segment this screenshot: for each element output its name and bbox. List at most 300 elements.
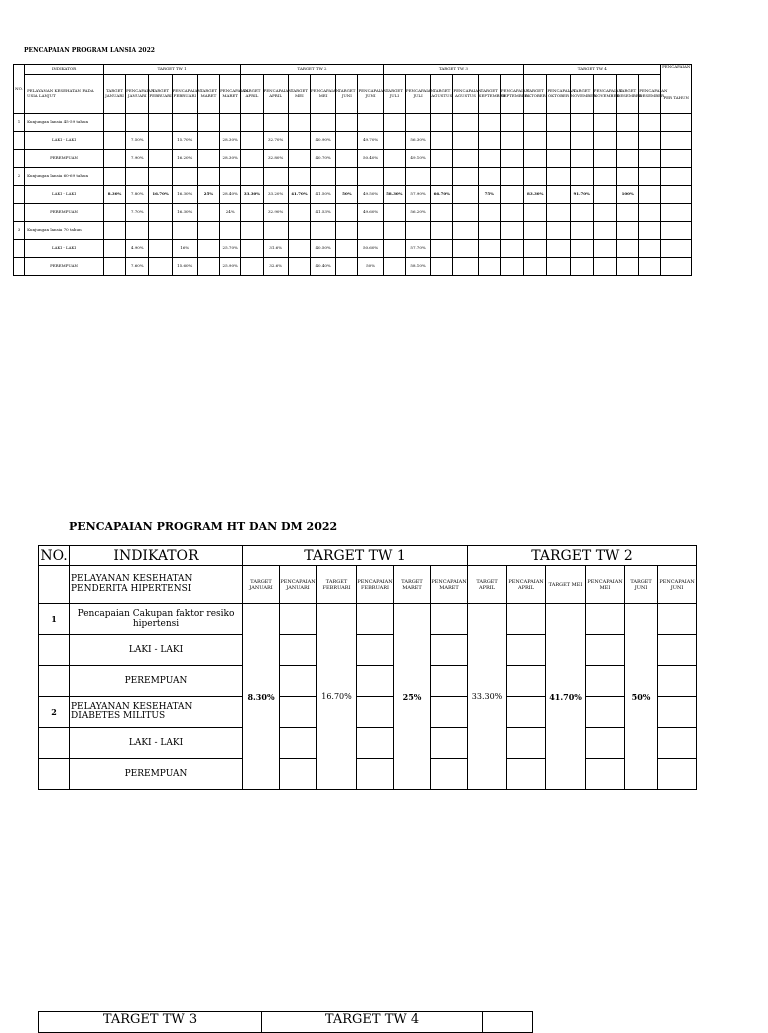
pencapaian-value: 24% [220,204,241,222]
month-header: PENCAPAIAN MARET [431,566,468,604]
empty-cell [639,168,661,186]
empty-cell [593,204,616,222]
month-header: TARGET FEBRUARI [149,75,172,114]
pencapaian-cell [658,666,697,697]
target-value: 58.30% [383,186,405,204]
row-laki [39,728,697,759]
empty-cell [547,132,570,150]
pencapaian-value: 33.20% [263,186,288,204]
pencapaian-cell [280,728,317,759]
empty-cell [103,258,125,276]
empty-cell [383,114,405,132]
pencapaian-cell [431,759,468,790]
tw1-header: TARGET TW 1 [243,546,468,566]
empty-cell [661,204,692,222]
pencapaian-value: 32.70% [263,132,288,150]
empty-cell [593,186,616,204]
pencapaian-value: 50.60% [358,240,383,258]
pencapaian-value: 58.10% [405,258,430,276]
pencapaian-value: 57.70% [405,240,430,258]
row-perempuan [39,759,697,790]
pencapaian-cell [658,635,697,666]
row-laki [39,635,697,666]
subheader-indikator: PELAYANAN KESEHATAN PENDERITA HIPERTENSI [70,566,243,604]
empty-cell [661,240,692,258]
pencapaian-cell [357,666,394,697]
empty-cell [431,114,453,132]
empty-cell [453,258,478,276]
pencapaian-cell [586,759,625,790]
pencapaian-cell [658,697,697,728]
perempuan-row [14,150,692,168]
empty-cell [478,132,500,150]
empty-cell [547,168,570,186]
month-header: PENCAPAIAN NOVEMBER [593,75,616,114]
empty-cell [126,168,149,186]
empty-cell [639,186,661,204]
empty-cell [500,222,523,240]
month-header: TARGET NOVEMBER [570,75,593,114]
group-row [14,114,692,132]
perempuan-row [14,258,692,276]
row-no [39,759,70,790]
month-header: PENCAPAIAN JANUARI [280,566,317,604]
indikator-header: INDIKATOR [25,65,104,75]
empty-cell [288,150,310,168]
empty-cell [593,258,616,276]
empty-cell [14,240,25,258]
pencapaian-value: 16.30% [172,186,197,204]
empty-cell [241,258,263,276]
empty-cell [639,114,661,132]
row-label: LAKI - LAKI [70,728,243,759]
empty-cell [336,222,358,240]
pencapaian-value: 49.50% [358,186,383,204]
pencapaian-cell [507,635,546,666]
pencapaian-cell [431,697,468,728]
pencapaian-cell [586,697,625,728]
pencapaian-value: 56.30% [405,132,430,150]
tw34-table-fragment [38,1011,533,1033]
empty-cell [593,240,616,258]
pencapaian-value: 28.30% [220,150,241,168]
empty-cell [197,114,219,132]
target-value: 41.70% [546,604,586,790]
empty-cell [383,240,405,258]
empty-cell [639,222,661,240]
empty-cell [197,240,219,258]
empty-cell [547,258,570,276]
pencapaian-value: 50% [358,258,383,276]
per-tahun-label: PER TAHUN [663,94,690,100]
header-row [39,546,697,566]
empty-cell [39,566,70,604]
empty-cell [310,168,335,186]
target-value: 8.30% [103,186,125,204]
empty-cell [661,222,692,240]
empty-cell [661,168,692,186]
empty-cell [241,168,263,186]
empty-cell [197,132,219,150]
month-header: TARGET FEBRUARI [317,566,357,604]
pencapaian-cell [431,604,468,635]
group-row [14,222,692,240]
pencapaian-value: 32.80% [263,150,288,168]
empty-cell [288,222,310,240]
pencapaian-cell [586,604,625,635]
target-value: 16.70% [317,604,357,790]
empty-cell [197,258,219,276]
pencapaian-value: 41.50% [310,186,335,204]
empty-cell [383,258,405,276]
group-no: 3 [14,222,25,240]
month-header: PENCAPAIAN FEBRUARI [357,566,394,604]
pencapaian-value: 25.70% [220,240,241,258]
target-value: 16.70% [149,186,172,204]
tw1-header: TARGET TW 1 [103,65,240,75]
empty-cell [14,204,25,222]
pencapaian-cell [431,728,468,759]
pencapaian-header: PENCAPAIAN PER TAHUN [661,65,692,114]
empty-cell [197,168,219,186]
empty-cell [383,204,405,222]
pencapaian-cell [507,666,546,697]
empty-cell [524,240,547,258]
empty-cell [149,240,172,258]
empty-cell [103,114,125,132]
pencapaian-cell [357,728,394,759]
target-value: 83.30% [524,186,547,204]
tw4-header: TARGET TW 4 [262,1012,483,1033]
pencapaian-cell [280,666,317,697]
empty-cell [500,258,523,276]
pencapaian-value: 7.80% [126,186,149,204]
empty-cell [453,186,478,204]
empty-cell [288,132,310,150]
row-label: LAKI - LAKI [70,635,243,666]
empty-cell [310,114,335,132]
empty-cell [524,204,547,222]
empty-cell [593,168,616,186]
month-header: TARGET MEI [546,566,586,604]
empty-cell [524,168,547,186]
pencapaian-cell [507,759,546,790]
empty-cell [500,114,523,132]
empty-cell [310,222,335,240]
empty-cell [570,240,593,258]
empty-cell [241,114,263,132]
empty-cell [500,150,523,168]
empty-cell [639,240,661,258]
row-no [39,728,70,759]
subheader-row [39,566,697,604]
month-header: TARGET JUNI [336,75,358,114]
subheader-indikator: PELAYANAN KESEHATAN PADA USIA LANJUT [25,75,104,114]
empty-cell [524,150,547,168]
month-header: PENCAPAIAN DESEMBER [639,75,661,114]
empty-cell [220,114,241,132]
tw2-header: TARGET TW 2 [241,65,383,75]
month-header: PENCAPAIAN OKTOBER [547,75,570,114]
pencapaian-value: 16.30% [172,204,197,222]
empty-cell [241,240,263,258]
empty-cell [220,168,241,186]
row-hipertensi [39,604,697,635]
target-value: 50% [625,604,658,790]
pencapaian-cell [586,666,625,697]
empty-cell [547,186,570,204]
empty-cell [617,258,639,276]
empty-cell [241,132,263,150]
empty-cell [478,204,500,222]
pencapaian-value: 16.20% [172,150,197,168]
pencapaian-cell [507,604,546,635]
empty-cell [103,240,125,258]
pencapaian-value: 50.40% [358,150,383,168]
empty-cell [617,240,639,258]
laki-label: LAKI - LAKI [25,132,104,150]
lansia-title: PENCAPAIAN PROGRAM LANSIA 2022 [24,47,155,54]
pencapaian-value: 32.90% [263,204,288,222]
month-header: TARGET JULI [383,75,405,114]
month-header: PENCAPAIAN FEBRUARI [172,75,197,114]
target-value: 100% [617,186,639,204]
month-header: PENCAPAIAN SEPTEMBER [500,75,523,114]
empty-cell [220,222,241,240]
empty-cell [639,150,661,168]
empty-cell [453,114,478,132]
empty-cell [617,168,639,186]
empty-cell [103,204,125,222]
pencapaian-value: 15.60% [172,258,197,276]
empty-header-cell [483,1012,533,1033]
month-header: TARGET JUNI [625,566,658,604]
month-header: PENCAPAIAN APRIL [507,566,546,604]
empty-cell [639,132,661,150]
pencapaian-cell [357,635,394,666]
empty-cell [126,222,149,240]
empty-cell [149,258,172,276]
month-header: TARGET AGUSTUS [431,75,453,114]
target-value: 75% [478,186,500,204]
pencapaian-value: 49.10% [405,150,430,168]
month-header: TARGET MARET [394,566,431,604]
no-header: NO. [40,547,68,564]
target-value: 91.70% [570,186,593,204]
pencapaian-value: 15.70% [172,132,197,150]
empty-cell [661,186,692,204]
pencapaian-value: 7.60% [126,258,149,276]
empty-cell [149,132,172,150]
empty-cell [570,132,593,150]
empty-cell [547,240,570,258]
empty-cell [524,222,547,240]
empty-cell [103,222,125,240]
empty-cell [14,186,25,204]
pencapaian-value: 25.90% [220,258,241,276]
empty-cell [478,114,500,132]
tw3-header: TARGET TW 3 [39,1012,262,1033]
empty-cell [453,132,478,150]
empty-cell [431,258,453,276]
empty-cell [14,150,25,168]
row-no [39,635,70,666]
empty-cell [478,168,500,186]
empty-cell [570,258,593,276]
empty-cell [661,114,692,132]
month-header: TARGET JANUARI [243,566,280,604]
month-header: TARGET APRIL [241,75,263,114]
empty-cell [241,150,263,168]
empty-cell [453,150,478,168]
tw2-header: TARGET TW 2 [468,546,697,566]
target-value: 50% [336,186,358,204]
empty-cell [172,222,197,240]
month-header: TARGET MARET [197,75,219,114]
empty-cell [500,168,523,186]
pencapaian-value: 4.90% [126,240,149,258]
pencapaian-cell [586,728,625,759]
empty-cell [197,204,219,222]
empty-cell [103,168,125,186]
tw4-header: TARGET TW 4 [524,65,661,75]
month-header: PENCAPAIAN JUNI [358,75,383,114]
empty-cell [617,114,639,132]
month-header: PENCAPAIAN MEI [310,75,335,114]
empty-cell [288,204,310,222]
empty-cell [593,114,616,132]
row-diabetes [39,697,697,728]
row-no [39,666,70,697]
empty-cell [478,222,500,240]
empty-cell [103,150,125,168]
target-value: 66.70% [431,186,453,204]
month-header: PENCAPAIAN AGUSTUS [453,75,478,114]
target-value: 25% [394,604,431,790]
row-no: 2 [39,697,70,728]
pencapaian-cell [658,604,697,635]
pencapaian-value: 40.70% [310,150,335,168]
empty-cell [431,222,453,240]
group-no: 2 [14,168,25,186]
month-header: PENCAPAIAN APRIL [263,75,288,114]
empty-cell [570,150,593,168]
month-header: PENCAPAIAN JUNI [658,566,697,604]
group-label: Kunjungan lansia 70 tahun [25,222,104,240]
laki-row [14,240,692,258]
target-value: 8.30% [243,604,280,790]
perempuan-label: PEREMPUAN [25,258,104,276]
empty-cell [547,150,570,168]
empty-cell [336,132,358,150]
month-header: TARGET JANUARI [103,75,125,114]
month-header: TARGET DESEMBER [617,75,639,114]
empty-cell [524,258,547,276]
empty-cell [478,150,500,168]
target-value: 33.30% [468,604,507,790]
month-header: TARGET OKTOBER [524,75,547,114]
empty-cell [431,204,453,222]
empty-cell [263,168,288,186]
month-header: PENCAPAIAN MEI [586,566,625,604]
pencapaian-value: 7.90% [126,150,149,168]
empty-cell [524,114,547,132]
laki-label: LAKI - LAKI [25,186,104,204]
target-value: 33.30% [241,186,263,204]
pencapaian-cell [431,635,468,666]
empty-cell [639,204,661,222]
empty-cell [478,240,500,258]
empty-cell [500,132,523,150]
empty-cell [14,132,25,150]
empty-cell [405,168,430,186]
empty-cell [617,222,639,240]
empty-cell [453,222,478,240]
empty-cell [103,132,125,150]
empty-cell [336,204,358,222]
row-no: 1 [39,604,70,635]
target-value: 41.70% [288,186,310,204]
empty-cell [547,204,570,222]
header-row [14,65,692,75]
laki-label: LAKI - LAKI [25,240,104,258]
empty-cell [358,114,383,132]
month-header: TARGET SEPTEMBER [478,75,500,114]
empty-cell [358,168,383,186]
pencapaian-value: 40.50% [310,240,335,258]
pencapaian-value: 40.40% [310,258,335,276]
row-label: PEREMPUAN [70,759,243,790]
empty-cell [661,258,692,276]
perempuan-row [14,204,692,222]
pencapaian-cell [586,635,625,666]
pencapaian-value: 16% [172,240,197,258]
htdm-table [38,545,697,790]
laki-row [14,132,692,150]
empty-cell [617,132,639,150]
empty-cell [593,150,616,168]
lansia-table [13,64,692,276]
subheader-row [14,75,692,114]
empty-cell [172,114,197,132]
empty-cell [241,222,263,240]
empty-cell [383,150,405,168]
tw3-header: TARGET TW 3 [383,65,523,75]
empty-cell [241,204,263,222]
pencapaian-cell [280,604,317,635]
pencapaian-value: 7.50% [126,132,149,150]
group-label: Kunjungan lansia 60-69 tahun [25,168,104,186]
empty-cell [431,150,453,168]
empty-cell [336,168,358,186]
pencapaian-value: 49.60% [358,204,383,222]
empty-cell [149,114,172,132]
perempuan-label: PEREMPUAN [25,204,104,222]
group-no: 1 [14,114,25,132]
empty-cell [149,168,172,186]
empty-cell [172,168,197,186]
empty-cell [617,150,639,168]
group-row [14,168,692,186]
empty-cell [383,132,405,150]
pencapaian-value: 28.30% [220,132,241,150]
pencapaian-cell [431,666,468,697]
empty-cell [661,132,692,150]
empty-cell [639,258,661,276]
empty-cell [453,204,478,222]
empty-cell [570,168,593,186]
empty-cell [593,132,616,150]
